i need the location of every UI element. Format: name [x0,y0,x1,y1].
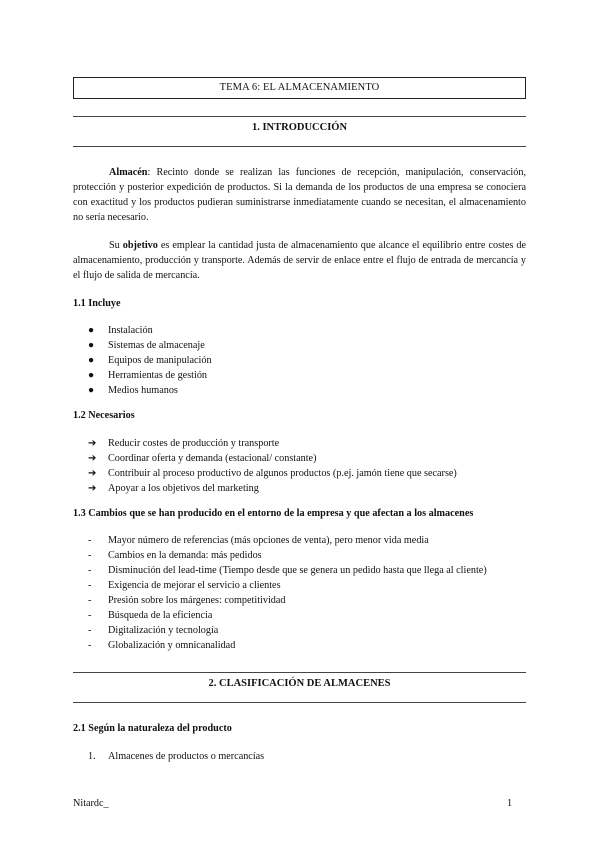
list-item: 1. Almacenes de productos o mercancías [88,751,265,762]
list-item: ● Herramientas de gestión [88,370,208,381]
dash-icon: - [88,580,92,591]
list-item: ➔ Contribuir al proceso productivo de algunos productos (p.ej. jamón tiene que secarse) [88,468,457,479]
dash-icon: - [88,625,92,636]
arrow-right-icon: ➔ [88,468,97,479]
dash-icon: - [88,550,92,561]
list-item: - Disminución del lead-time (Tiempo desde que se genera un pedido hasta que llega al cliente) [88,565,487,576]
footer-author: Nitardc_ [73,798,109,809]
page-number: 1 [507,798,513,809]
list-number: 1. [88,751,96,762]
paragraph-almacen: Almacén: Recinto donde se realizan las funciones de recepción, manipulación, conservación, protección y posterior expedición de productos. Si la demanda de los productos de una empresa se conociera con exactitud y los productos pudieran suministrarse inmediatamente cuando se necesitan, el almacenamiento no sería necesario. [73,167,526,223]
list-item: ➔ Reducir costes de producción y transporte [88,438,280,449]
bullet-icon: ● [88,385,95,396]
list-naturaleza [88,749,528,764]
list-item: - Cambios en la demanda: más pedidos [88,550,262,561]
list-item: ● Equipos de manipulación [88,355,212,366]
subsection-heading-necesarios: 1.2 Necesarios [73,410,135,421]
list-item: ➔ Coordinar oferta y demanda (estacional/ constante) [88,453,317,464]
dash-icon: - [88,535,92,546]
dash-icon: - [88,595,92,606]
arrow-right-icon: ➔ [88,483,97,494]
divider [73,702,526,703]
bullet-icon: ● [88,325,95,336]
dash-icon: - [88,640,92,651]
list-item: - Búsqueda de la eficiencia [88,610,213,621]
dash-icon: - [88,610,92,621]
arrow-right-icon: ➔ [88,453,97,464]
arrow-right-icon: ➔ [88,438,97,449]
list-item: - Digitalización y tecnología [88,625,219,636]
bullet-icon: ● [88,355,95,366]
list-item: ● Instalación [88,325,153,336]
term-objetivo: objetivo [122,240,158,251]
term-almacen: Almacén [109,167,148,178]
section-heading-introduccion: 1. INTRODUCCIÓN [251,122,348,133]
list-item: - Mayor número de referencias (más opciones de venta), pero menor vida media [88,535,429,546]
document-title: TEMA 6: EL ALMACENAMIENTO [73,77,526,99]
list-cambios [88,533,528,653]
list-item: - Presión sobre los márgenes: competitividad [88,595,286,606]
dash-icon: - [88,565,92,576]
bullet-icon: ● [88,340,95,351]
divider [73,146,526,147]
list-item: ● Medios humanos [88,385,178,396]
subsection-heading-incluye: 1.1 Incluye [73,298,121,309]
subsection-heading-cambios: 1.3 Cambios que se han producido en el entorno de la empresa y que afectan a los almacenes [73,508,474,519]
list-item: - Exigencia de mejorar el servicio a clientes [88,580,281,591]
list-necesarios [88,436,528,496]
section-heading-clasificacion: 2. CLASIFICACIÓN DE ALMACENES [208,678,391,689]
list-item: - Globalización y omnicanalidad [88,640,236,651]
paragraph-objetivo: Su objetivo es emplear la cantidad justa de almacenamiento que alcance el equilibrio entre costes de almacenamiento, producción y transporte. Además de servir de enlace entre el flujo de entrada de mercancía y el flujo de salida de mercancía. [73,240,526,281]
subsection-heading-naturaleza: 2.1 Según la naturaleza del producto [73,723,232,734]
list-incluye [88,323,528,398]
list-item: ● Sistemas de almacenaje [88,340,205,351]
divider [73,116,526,117]
divider [73,672,526,673]
list-item: ➔ Apoyar a los objetivos del marketing [88,483,259,494]
bullet-icon: ● [88,370,95,381]
